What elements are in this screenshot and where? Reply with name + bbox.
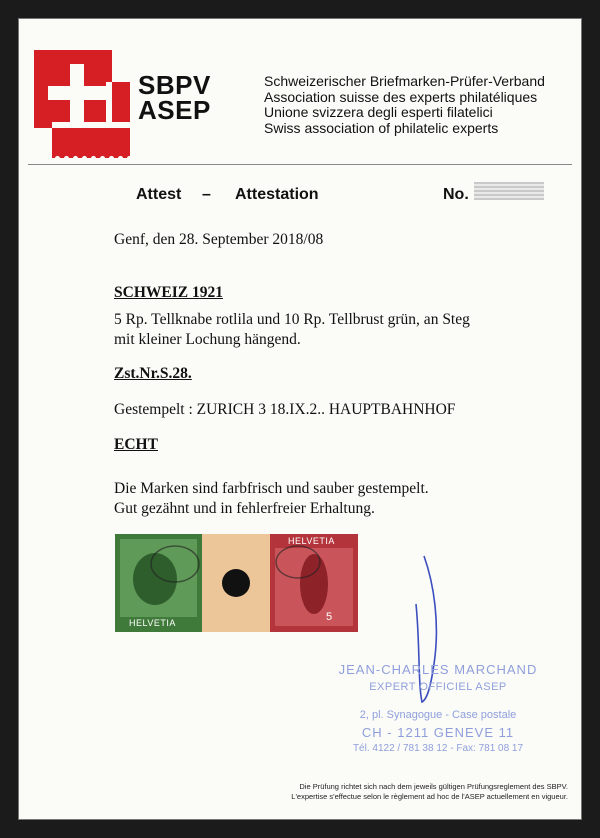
title-attestation: Attestation bbox=[235, 186, 319, 203]
gutter-strip bbox=[202, 534, 270, 632]
description-line-2: mit kleiner Lochung hängend. bbox=[114, 331, 301, 348]
expert-address: 2, pl. Synagogue - Case postale bbox=[359, 709, 517, 721]
association-names bbox=[264, 74, 545, 136]
association-name-de: Schweizerischer Briefmarken-Prüfer-Verband bbox=[264, 73, 545, 89]
description-line-1: 5 Rp. Tellknabe rotlila und 10 Rp. Tellbrust grün, an Steg bbox=[114, 311, 470, 328]
brand-name bbox=[138, 70, 211, 125]
certificate-number-redacted bbox=[474, 182, 544, 200]
brand-line-sbpv: SBPV bbox=[138, 70, 211, 100]
footer-line-de: Die Prüfung richtet sich nach dem jeweils gültigen Prüfungsreglement des SBPV. bbox=[299, 782, 568, 791]
expert-title: EXPERT OFFICIEL ASEP bbox=[369, 681, 507, 693]
footer-regulation-note bbox=[238, 782, 568, 802]
certificate-number-label: No. bbox=[443, 186, 469, 203]
condition-line-1: Die Marken sind farbfrisch und sauber gestempelt. bbox=[114, 480, 429, 497]
place-date: Genf, den 28. September 2018/08 bbox=[114, 231, 324, 248]
stamp-right-label: HELVETIA bbox=[288, 536, 335, 546]
stamp-left-label: HELVETIA bbox=[129, 618, 176, 628]
condition-line-2: Gut gezähnt und in fehlerfreier Erhaltung. bbox=[114, 500, 375, 517]
sbpv-logo-icon bbox=[26, 46, 136, 164]
tell-boy-icon bbox=[270, 534, 358, 632]
stamp-red-5rp bbox=[270, 534, 358, 632]
header-divider bbox=[28, 164, 572, 165]
title-dash: – bbox=[202, 186, 211, 203]
footer-line-fr: L'expertise s'effectue selon le règlement ad hoc de l'ASEP actuellement en vigueur. bbox=[291, 792, 568, 801]
stamp-green-10rp bbox=[115, 534, 202, 632]
svg-text:5: 5 bbox=[326, 611, 333, 623]
association-name-en: Swiss association of philatelic experts bbox=[264, 119, 499, 136]
expert-city: CH - 1211 GENEVE 11 bbox=[361, 725, 515, 740]
verdict: ECHT bbox=[114, 436, 158, 453]
expert-rubber-stamp bbox=[318, 662, 558, 754]
certificate-sheet bbox=[18, 18, 582, 820]
brand-line-asep: ASEP bbox=[138, 95, 211, 125]
expert-name: JEAN-CHARLES MARCHAND bbox=[338, 662, 538, 677]
title-attest: Attest bbox=[136, 186, 182, 203]
stamp-pair-photo bbox=[115, 534, 358, 632]
association-name-fr: Association suisse des experts philatéliques bbox=[264, 88, 538, 105]
expert-phone: Tél. 4122 / 781 38 12 - Fax: 781 08 17 bbox=[352, 743, 524, 754]
country-year: SCHWEIZ 1921 bbox=[114, 284, 223, 301]
association-name-it: Unione svizzera degli esperti filatelici bbox=[264, 104, 493, 120]
catalog-number: Zst.Nr.S.28. bbox=[114, 365, 192, 382]
cancellation: Gestempelt : ZURICH 3 18.IX.2.. HAUPTBAHNHOF bbox=[114, 401, 456, 418]
perforation-hole bbox=[222, 569, 250, 597]
